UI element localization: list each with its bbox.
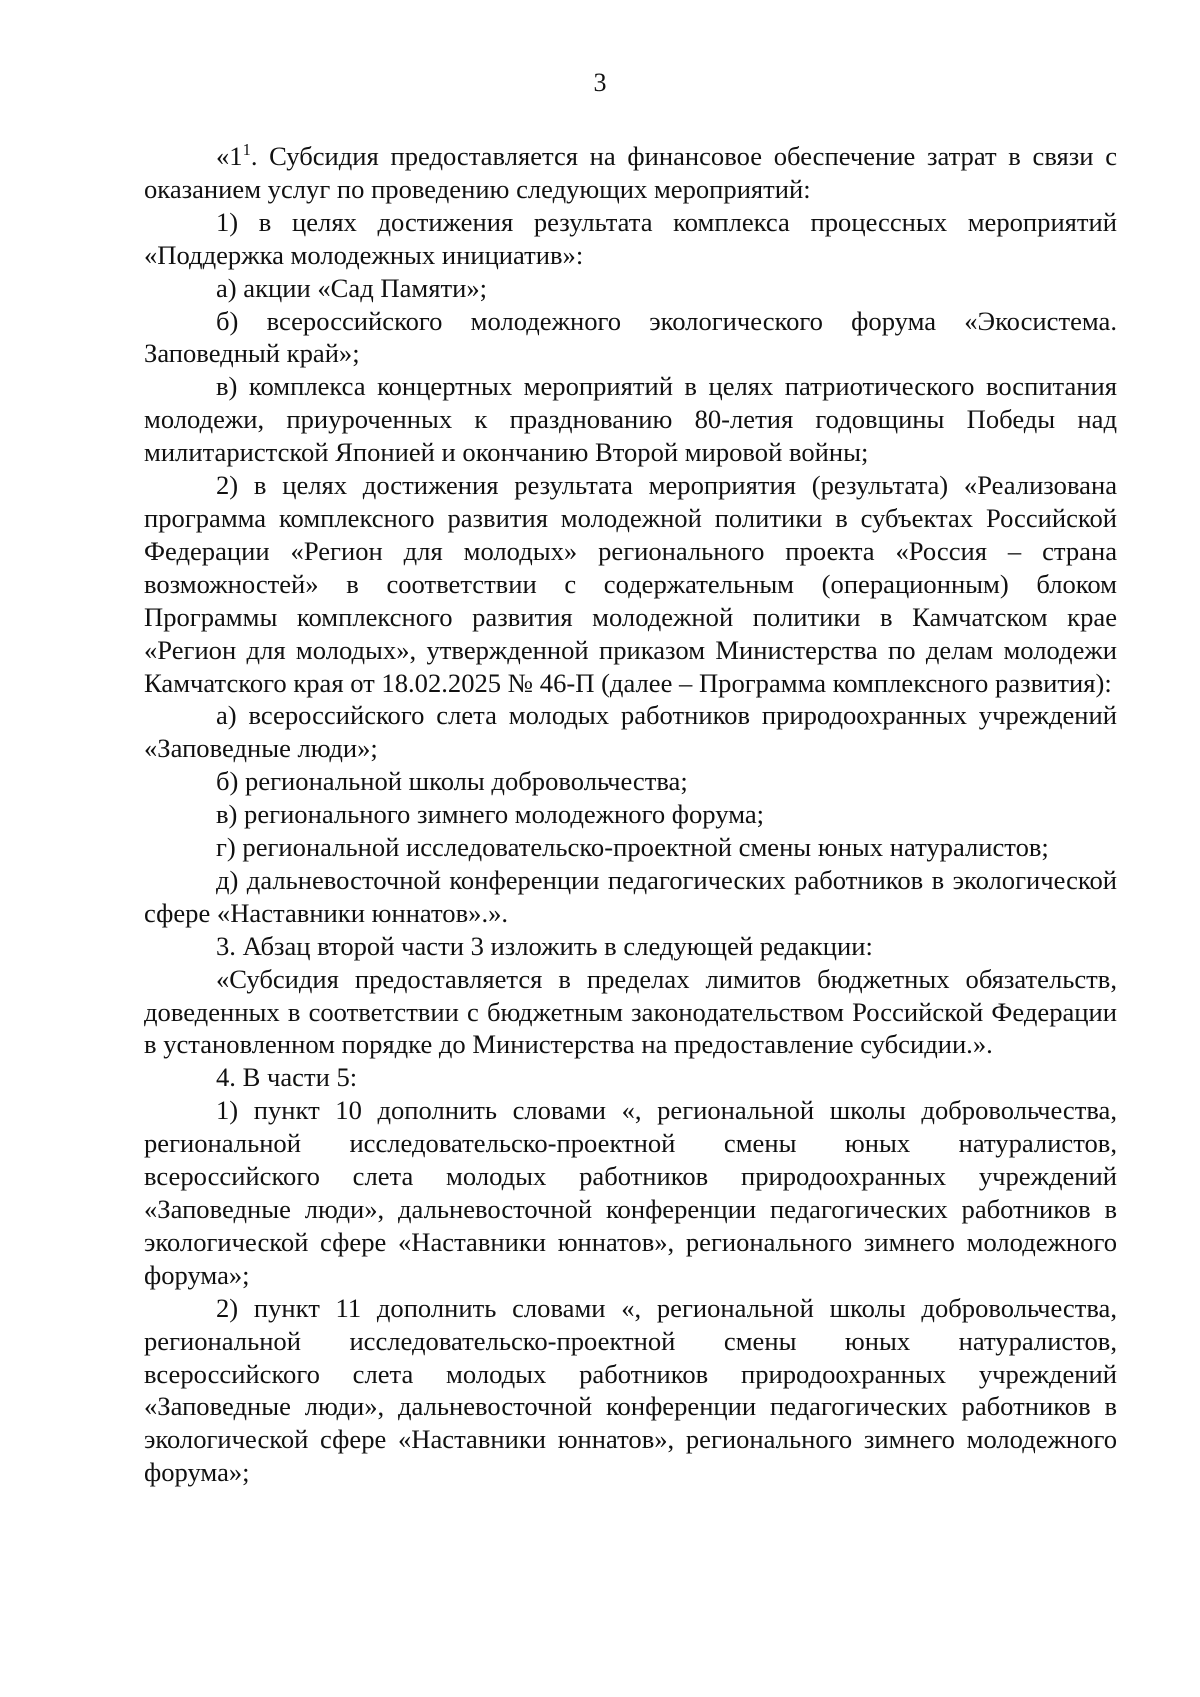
paragraph-item-2: 2) в целях достижения результата мероприятия (результата) «Реализована программа комплексного развития молодежной политики в субъектах Российской Федерации «Регион для молодых» регионального проекта «Россия – страна возможностей» в соответствии с содержательным (операционным) блоком Программы комплексного развития молодежной политики в Камчатском крае «Регион для молодых», утвержденной приказом Министерства по делам молодежи Камчатского края от 18.02.2025 № 46-П (далее – Программа комплексного развития): (144, 470, 1117, 698)
intro-text: . Субсидия предоставляется на финансовое обеспечение затрат в связи с оказанием услуг по проведению следующих мероприятий: (144, 141, 1117, 204)
paragraph-section-3-text: «Субсидия предоставляется в пределах лимитов бюджетных обязательств, доведенных в соответствии с бюджетным законодательством Российской Федерации в установленном порядке до Министерства на предоставление субсидии.». (144, 963, 1117, 1060)
paragraph-item-2a: а) всероссийского слета молодых работников природоохранных учреждений «Заповедные люди»; (144, 700, 1117, 764)
paragraph-item-1: 1) в целях достижения результата комплекса процессных мероприятий «Поддержка молодежных инициатив»: (144, 206, 1117, 270)
paragraph-item-1b: б) всероссийского молодежного экологического форума «Экосистема. Заповедный край»; (144, 305, 1117, 369)
paragraph-section-4-item-2: 2) пункт 11 дополнить словами «, региональной школы добровольчества, региональной исследовательско-проектной смены юных натуралистов, всероссийского слета молодых работников природоохранных учреждений «Заповедные люди», дальневосточной конференции педагогических работников в экологической сфере «Наставники юннатов», регионального зимнего молодежного форума»; (144, 1292, 1117, 1488)
paragraph-item-1v: в) комплекса концертных мероприятий в целях патриотического воспитания молодежи, приуроченных к празднованию 80-летия годовщины Победы над милитаристской Японией и окончанию Второй мировой войны; (144, 371, 1117, 468)
paragraph-section-4: 4. В части 5: (216, 1062, 358, 1093)
page-number: 3 (593, 68, 607, 97)
document-body (144, 140, 1117, 1489)
paragraph-item-2v: в) регионального зимнего молодежного форума; (216, 799, 765, 830)
paragraph-section-4-item-1: 1) пункт 10 дополнить словами «, региональной школы добровольчества, региональной исследовательско-проектной смены юных натуралистов, всероссийского слета молодых работников природоохранных учреждений «Заповедные люди», дальневосточной конференции педагогических работников в экологической сфере «Наставники юннатов», регионального зимнего молодежного форума»; (144, 1095, 1117, 1290)
intro-superscript: 1 (242, 139, 251, 159)
paragraph-item-1a: а) акции «Сад Памяти»; (216, 272, 488, 303)
paragraph-item-2b: б) региональной школы добровольчества; (216, 766, 688, 797)
paragraph-item-2g: г) региональной исследовательско-проектной смены юных натуралистов; (216, 832, 1049, 863)
intro-open-quote: «1 (216, 141, 243, 171)
paragraph-section-3: 3. Абзац второй части 3 изложить в следующей редакции: (216, 930, 873, 961)
paragraph-item-2d: д) дальневосточной конференции педагогических работников в экологической сфере «Наставники юннатов».». (144, 864, 1117, 928)
paragraph-intro (144, 140, 1117, 206)
